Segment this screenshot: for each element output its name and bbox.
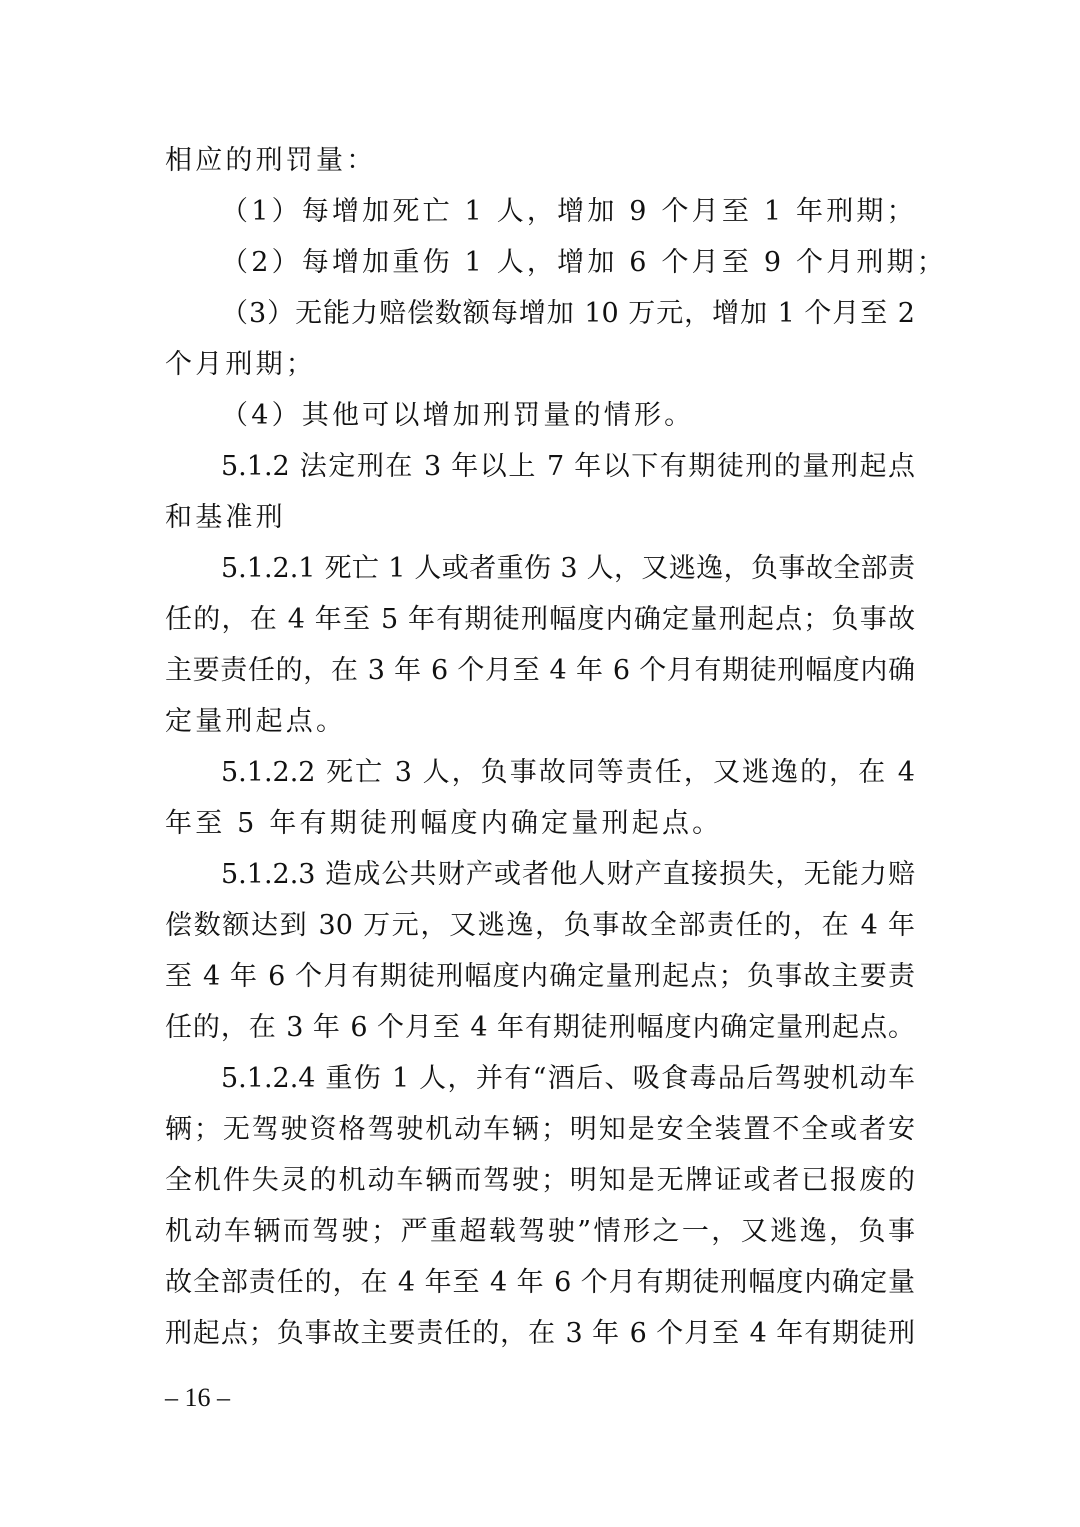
text-line: 5.1.2 法定刑在 3 年以上 7 年以下有期徒刑的量刑起点 <box>221 451 915 482</box>
text-line: 任的，在 3 年 6 个月至 4 年有期徒刑幅度内确定量刑起点。 <box>165 1012 915 1043</box>
text-line: 个月刑期； <box>165 349 316 380</box>
text-line: 5.1.2.3 造成公共财产或者他人财产直接损失，无能力赔 <box>221 859 915 890</box>
text-line: 年至 5 年有期徒刑幅度内确定量刑起点。 <box>165 808 723 839</box>
text-line: （4）其他可以增加刑罚量的情形。 <box>221 400 695 431</box>
text-line: 辆；无驾驶资格驾驶机动车辆；明知是安全装置不全或者安 <box>165 1114 915 1145</box>
text-line: 定量刑起点。 <box>165 706 347 737</box>
text-line: 故全部责任的，在 4 年至 4 年 6 个月有期徒刑幅度内确定量 <box>165 1267 915 1298</box>
text-line: 偿数额达到 30 万元，又逃逸，负事故全部责任的，在 4 年 <box>165 910 915 941</box>
text-line: 刑起点；负事故主要责任的，在 3 年 6 个月至 4 年有期徒刑 <box>165 1318 915 1349</box>
page-number: – 16 – <box>165 1383 230 1412</box>
text-line: （2）每增加重伤 1 人，增加 6 个月至 9 个月刑期； <box>221 247 948 278</box>
text-line: （1）每增加死亡 1 人，增加 9 个月至 1 年刑期； <box>221 196 917 227</box>
text-line: 5.1.2.4 重伤 1 人，并有“酒后、吸食毒品后驾驶机动车 <box>221 1063 915 1094</box>
text-line: 5.1.2.1 死亡 1 人或者重伤 3 人，又逃逸，负事故全部责 <box>221 553 915 584</box>
text-line: 任的，在 4 年至 5 年有期徒刑幅度内确定量刑起点；负事故 <box>165 604 915 635</box>
text-line: 相应的刑罚量： <box>165 145 377 176</box>
text-line: （3）无能力赔偿数额每增加 10 万元，增加 1 个月至 2 <box>221 298 915 329</box>
text-line: 全机件失灵的机动车辆而驾驶；明知是无牌证或者已报废的 <box>165 1165 915 1196</box>
text-line: 机动车辆而驾驶；严重超载驾驶”情形之一，又逃逸，负事 <box>165 1216 915 1247</box>
text-line: 主要责任的，在 3 年 6 个月至 4 年 6 个月有期徒刑幅度内确 <box>165 655 915 686</box>
text-line: 5.1.2.2 死亡 3 人，负事故同等责任，又逃逸的，在 4 <box>221 757 915 788</box>
text-line: 和基准刑 <box>165 502 286 533</box>
text-line: 至 4 年 6 个月有期徒刑幅度内确定量刑起点；负事故主要责 <box>165 961 915 992</box>
